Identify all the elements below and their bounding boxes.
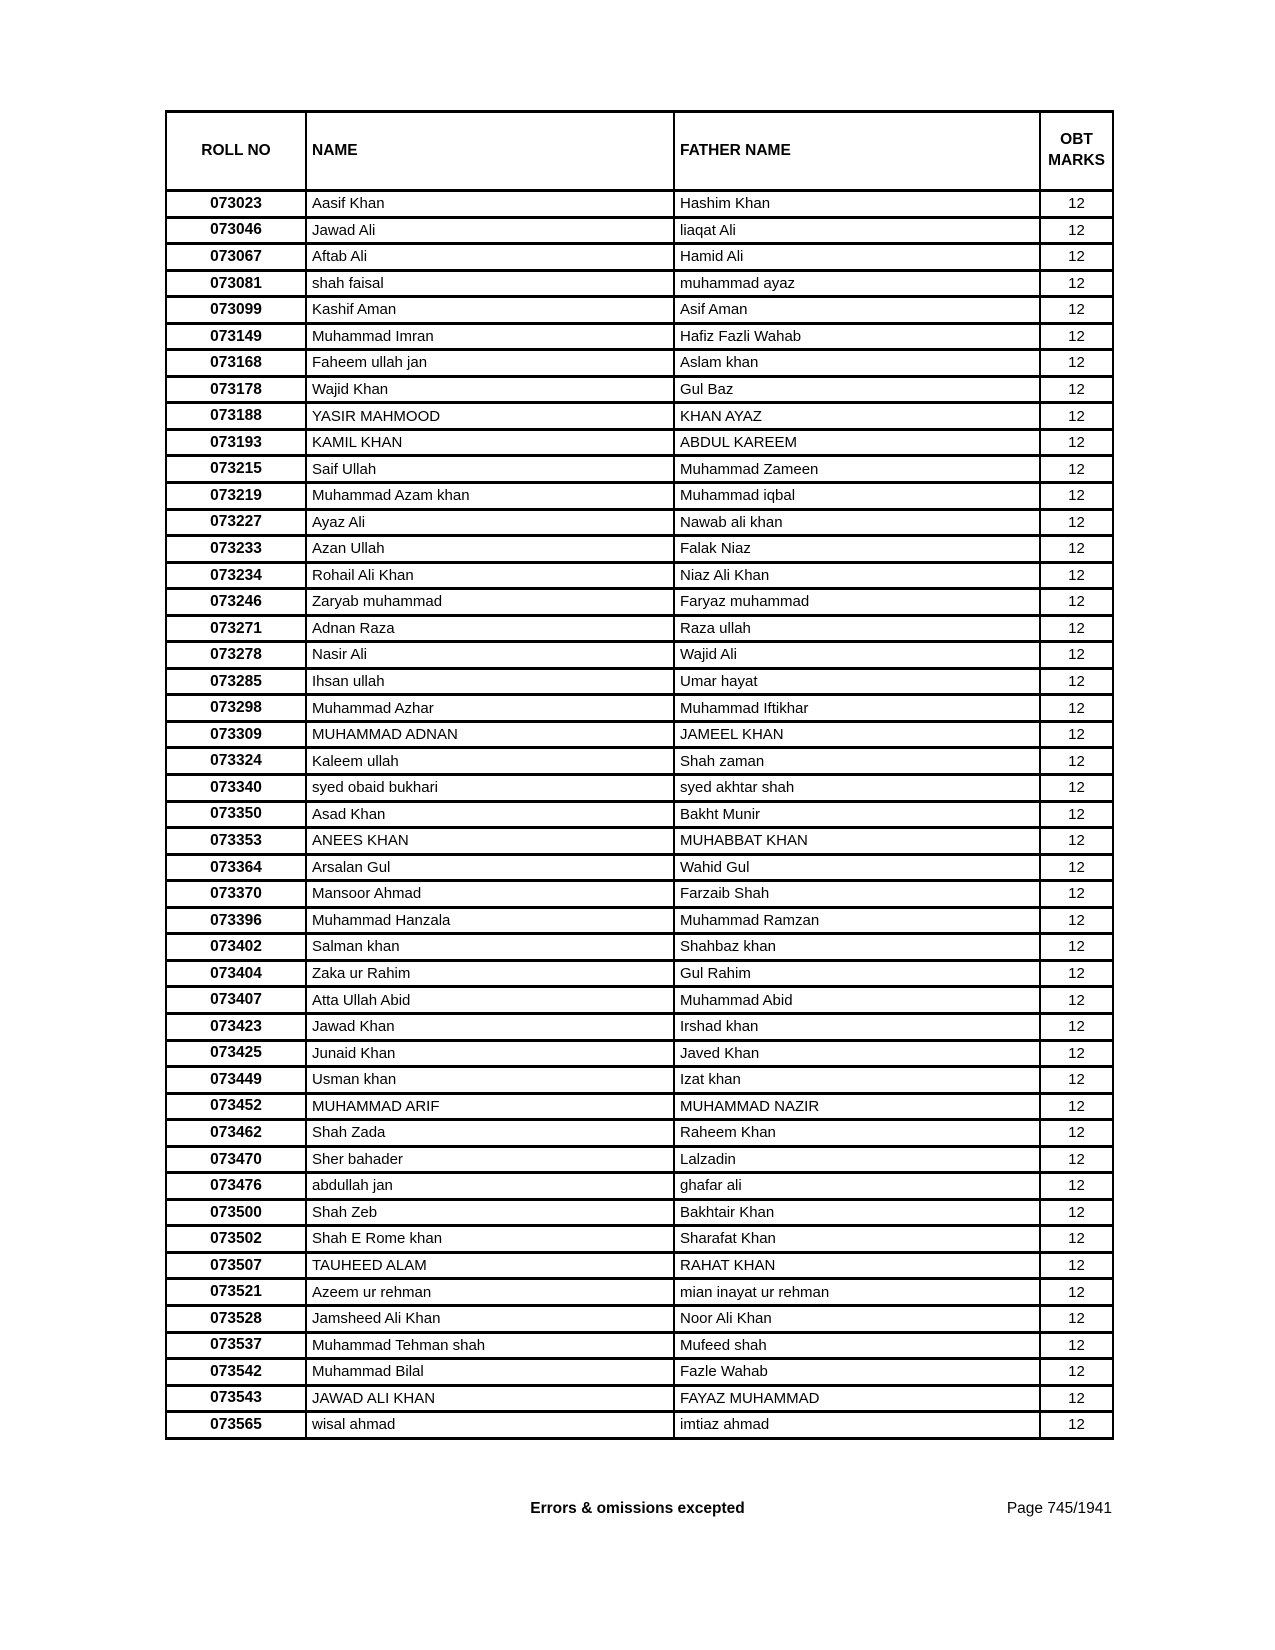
name-cell: JAWAD ALI KHAN [306,1385,674,1412]
father-name-cell: Farzaib Shah [674,881,1040,908]
table-row [166,376,1113,403]
father-name-cell: Niaz Ali Khan [674,562,1040,589]
obt-marks-cell: 12 [1040,1013,1113,1040]
col-header-name: NAME [306,112,674,191]
roll-no-cell: 073565 [166,1412,306,1439]
table-row [166,934,1113,961]
name-cell: shah faisal [306,270,674,297]
name-cell: Muhammad Hanzala [306,907,674,934]
father-name-cell: RAHAT KHAN [674,1252,1040,1279]
obt-marks-cell: 12 [1040,854,1113,881]
obt-marks-cell: 12 [1040,1332,1113,1359]
roll-no-cell: 073046 [166,217,306,244]
father-name-cell: imtiaz ahmad [674,1412,1040,1439]
father-name-cell: Gul Rahim [674,960,1040,987]
name-cell: Muhammad Tehman shah [306,1332,674,1359]
father-name-cell: Hafiz Fazli Wahab [674,323,1040,350]
roll-no-cell: 073285 [166,668,306,695]
name-cell: Junaid Khan [306,1040,674,1067]
table-row [166,721,1113,748]
col-header-roll-no: ROLL NO [166,112,306,191]
name-cell: Usman khan [306,1067,674,1094]
roll-no-cell: 073193 [166,429,306,456]
roll-no-cell: 073081 [166,270,306,297]
name-cell: Arsalan Gul [306,854,674,881]
obt-marks-cell: 12 [1040,907,1113,934]
roll-no-cell: 073271 [166,615,306,642]
table-row [166,270,1113,297]
table-row [166,1226,1113,1253]
table-row [166,217,1113,244]
obt-marks-cell: 12 [1040,403,1113,430]
roll-no-cell: 073500 [166,1199,306,1226]
roll-no-cell: 073476 [166,1173,306,1200]
obt-marks-cell: 12 [1040,1359,1113,1386]
obt-marks-cell: 12 [1040,217,1113,244]
name-cell: Kashif Aman [306,297,674,324]
name-cell: Adnan Raza [306,615,674,642]
father-name-cell: Muhammad Ramzan [674,907,1040,934]
table-header-row [166,112,1113,191]
name-cell: Jamsheed Ali Khan [306,1305,674,1332]
table-row [166,1359,1113,1386]
father-name-cell: Asif Aman [674,297,1040,324]
father-name-cell: Noor Ali Khan [674,1305,1040,1332]
table-row [166,1305,1113,1332]
roll-no-cell: 073452 [166,1093,306,1120]
name-cell: Azan Ullah [306,536,674,563]
father-name-cell: Irshad khan [674,1013,1040,1040]
father-name-cell: mian inayat ur rehman [674,1279,1040,1306]
table-row [166,244,1113,271]
obt-marks-cell: 12 [1040,270,1113,297]
roll-no-cell: 073543 [166,1385,306,1412]
father-name-cell: Hamid Ali [674,244,1040,271]
roll-no-cell: 073425 [166,1040,306,1067]
roll-no-cell: 073233 [166,536,306,563]
table-row [166,456,1113,483]
table-row [166,297,1113,324]
name-cell: Sher bahader [306,1146,674,1173]
results-table [165,110,1114,1440]
name-cell: Shah Zeb [306,1199,674,1226]
obt-marks-cell: 12 [1040,589,1113,616]
obt-marks-cell: 12 [1040,695,1113,722]
table-row [166,642,1113,669]
father-name-cell: MUHABBAT KHAN [674,828,1040,855]
father-name-cell: Fazle Wahab [674,1359,1040,1386]
table-row [166,1199,1113,1226]
table-row [166,1252,1113,1279]
table-row [166,403,1113,430]
name-cell: Aftab Ali [306,244,674,271]
obt-marks-cell: 12 [1040,615,1113,642]
roll-no-cell: 073309 [166,721,306,748]
father-name-cell: Gul Baz [674,376,1040,403]
name-cell: Wajid Khan [306,376,674,403]
name-cell: Jawad Ali [306,217,674,244]
table-row [166,562,1113,589]
roll-no-cell: 073402 [166,934,306,961]
father-name-cell: Falak Niaz [674,536,1040,563]
father-name-cell: Wajid Ali [674,642,1040,669]
obt-marks-cell: 12 [1040,960,1113,987]
name-cell: Kaleem ullah [306,748,674,775]
father-name-cell: Muhammad Abid [674,987,1040,1014]
table-row [166,1385,1113,1412]
table-row [166,350,1113,377]
name-cell: wisal ahmad [306,1412,674,1439]
name-cell: Nasir Ali [306,642,674,669]
father-name-cell: Shahbaz khan [674,934,1040,961]
page-number: Page 745/1941 [1006,1500,1112,1517]
father-name-cell: Raheem Khan [674,1120,1040,1147]
name-cell: Faheem ullah jan [306,350,674,377]
table-row [166,429,1113,456]
table-row [166,960,1113,987]
obt-marks-cell: 12 [1040,642,1113,669]
roll-no-cell: 073502 [166,1226,306,1253]
name-cell: Shah E Rome khan [306,1226,674,1253]
obt-marks-cell: 12 [1040,1067,1113,1094]
name-cell: ANEES KHAN [306,828,674,855]
name-cell: abdullah jan [306,1173,674,1200]
obt-marks-cell: 12 [1040,1093,1113,1120]
name-cell: Ihsan ullah [306,668,674,695]
roll-no-cell: 073188 [166,403,306,430]
roll-no-cell: 073423 [166,1013,306,1040]
roll-no-cell: 073537 [166,1332,306,1359]
table-body [166,191,1113,1439]
name-cell: Jawad Khan [306,1013,674,1040]
name-cell: Muhammad Azhar [306,695,674,722]
father-name-cell: Raza ullah [674,615,1040,642]
roll-no-cell: 073023 [166,191,306,218]
name-cell: Asad Khan [306,801,674,828]
father-name-cell: Sharafat Khan [674,1226,1040,1253]
name-cell: MUHAMMAD ADNAN [306,721,674,748]
footer-note: Errors & omissions excepted [530,1500,745,1517]
col-header-father-name: FATHER NAME [674,112,1040,191]
obt-marks-cell: 12 [1040,297,1113,324]
father-name-cell: ABDUL KAREEM [674,429,1040,456]
col-header-obt-marks: OBT MARKS [1040,112,1113,191]
father-name-cell: Umar hayat [674,668,1040,695]
father-name-cell: ghafar ali [674,1173,1040,1200]
obt-marks-cell: 12 [1040,668,1113,695]
roll-no-cell: 073067 [166,244,306,271]
obt-marks-cell: 12 [1040,987,1113,1014]
name-cell: Muhammad Imran [306,323,674,350]
obt-marks-cell: 12 [1040,1305,1113,1332]
obt-marks-cell: 12 [1040,1040,1113,1067]
table-row [166,1120,1113,1147]
table-row [166,881,1113,908]
name-cell: TAUHEED ALAM [306,1252,674,1279]
roll-no-cell: 073404 [166,960,306,987]
obt-marks-cell: 12 [1040,1146,1113,1173]
roll-no-cell: 073234 [166,562,306,589]
obt-marks-cell: 12 [1040,509,1113,536]
name-cell: Ayaz Ali [306,509,674,536]
obt-marks-cell: 12 [1040,429,1113,456]
table-row [166,775,1113,802]
father-name-cell: Faryaz muhammad [674,589,1040,616]
table-row [166,828,1113,855]
father-name-cell: syed akhtar shah [674,775,1040,802]
table-row [166,1093,1113,1120]
father-name-cell: Izat khan [674,1067,1040,1094]
obt-marks-cell: 12 [1040,1412,1113,1439]
father-name-cell: JAMEEL KHAN [674,721,1040,748]
obt-marks-cell: 12 [1040,1279,1113,1306]
table-row [166,1173,1113,1200]
obt-marks-cell: 12 [1040,748,1113,775]
roll-no-cell: 073521 [166,1279,306,1306]
roll-no-cell: 073542 [166,1359,306,1386]
obt-marks-cell: 12 [1040,1120,1113,1147]
obt-marks-cell: 12 [1040,1173,1113,1200]
father-name-cell: Shah zaman [674,748,1040,775]
obt-marks-cell: 12 [1040,536,1113,563]
table-row [166,1279,1113,1306]
roll-no-cell: 073278 [166,642,306,669]
roll-no-cell: 073364 [166,854,306,881]
table-row [166,191,1113,218]
name-cell: MUHAMMAD ARIF [306,1093,674,1120]
roll-no-cell: 073178 [166,376,306,403]
name-cell: Zaryab muhammad [306,589,674,616]
obt-marks-cell: 12 [1040,1252,1113,1279]
roll-no-cell: 073462 [166,1120,306,1147]
obt-marks-cell: 12 [1040,456,1113,483]
roll-no-cell: 073353 [166,828,306,855]
obt-marks-cell: 12 [1040,350,1113,377]
father-name-cell: MUHAMMAD NAZIR [674,1093,1040,1120]
roll-no-cell: 073528 [166,1305,306,1332]
roll-no-cell: 073149 [166,323,306,350]
roll-no-cell: 073449 [166,1067,306,1094]
roll-no-cell: 073324 [166,748,306,775]
father-name-cell: Aslam khan [674,350,1040,377]
obt-marks-cell: 12 [1040,376,1113,403]
father-name-cell: Hashim Khan [674,191,1040,218]
obt-marks-cell: 12 [1040,1199,1113,1226]
obt-marks-cell: 12 [1040,828,1113,855]
obt-marks-cell: 12 [1040,775,1113,802]
name-cell: Salman khan [306,934,674,961]
roll-no-cell: 073099 [166,297,306,324]
table-row [166,1013,1113,1040]
name-cell: Muhammad Bilal [306,1359,674,1386]
father-name-cell: FAYAZ MUHAMMAD [674,1385,1040,1412]
roll-no-cell: 073219 [166,483,306,510]
name-cell: Muhammad Azam khan [306,483,674,510]
roll-no-cell: 073227 [166,509,306,536]
table-row [166,483,1113,510]
roll-no-cell: 073407 [166,987,306,1014]
father-name-cell: Muhammad Zameen [674,456,1040,483]
obt-marks-cell: 12 [1040,934,1113,961]
table-row [166,1040,1113,1067]
father-name-cell: muhammad ayaz [674,270,1040,297]
obt-marks-cell: 12 [1040,1385,1113,1412]
father-name-cell: Bakhtair Khan [674,1199,1040,1226]
name-cell: Shah Zada [306,1120,674,1147]
roll-no-cell: 073350 [166,801,306,828]
table-row [166,589,1113,616]
name-cell: Mansoor Ahmad [306,881,674,908]
roll-no-cell: 073298 [166,695,306,722]
table-row [166,536,1113,563]
table-row [166,987,1113,1014]
father-name-cell: Mufeed shah [674,1332,1040,1359]
obt-marks-cell: 12 [1040,801,1113,828]
roll-no-cell: 073340 [166,775,306,802]
obt-marks-cell: 12 [1040,191,1113,218]
roll-no-cell: 073215 [166,456,306,483]
table-row [166,323,1113,350]
table-row [166,509,1113,536]
name-cell: Saif Ullah [306,456,674,483]
roll-no-cell: 073470 [166,1146,306,1173]
table-row [166,1412,1113,1439]
obt-marks-cell: 12 [1040,721,1113,748]
father-name-cell: Nawab ali khan [674,509,1040,536]
father-name-cell: Lalzadin [674,1146,1040,1173]
table-row [166,854,1113,881]
name-cell: Azeem ur rehman [306,1279,674,1306]
roll-no-cell: 073507 [166,1252,306,1279]
obt-marks-cell: 12 [1040,323,1113,350]
father-name-cell: Bakht Munir [674,801,1040,828]
roll-no-cell: 073370 [166,881,306,908]
obt-marks-cell: 12 [1040,562,1113,589]
table-row [166,1146,1113,1173]
table-row [166,1332,1113,1359]
name-cell: syed obaid bukhari [306,775,674,802]
table-row [166,907,1113,934]
father-name-cell: Muhammad iqbal [674,483,1040,510]
table-row [166,668,1113,695]
obt-marks-cell: 12 [1040,483,1113,510]
father-name-cell: Wahid Gul [674,854,1040,881]
roll-no-cell: 073168 [166,350,306,377]
table-row [166,615,1113,642]
name-cell: YASIR MAHMOOD [306,403,674,430]
table-row [166,695,1113,722]
roll-no-cell: 073246 [166,589,306,616]
name-cell: Zaka ur Rahim [306,960,674,987]
name-cell: Rohail Ali Khan [306,562,674,589]
name-cell: Aasif Khan [306,191,674,218]
roll-no-cell: 073396 [166,907,306,934]
name-cell: KAMIL KHAN [306,429,674,456]
obt-marks-cell: 12 [1040,244,1113,271]
father-name-cell: Javed Khan [674,1040,1040,1067]
father-name-cell: Muhammad Iftikhar [674,695,1040,722]
father-name-cell: liaqat Ali [674,217,1040,244]
name-cell: Atta Ullah Abid [306,987,674,1014]
father-name-cell: KHAN AYAZ [674,403,1040,430]
table-row [166,801,1113,828]
table-row [166,748,1113,775]
table-row [166,1067,1113,1094]
obt-marks-cell: 12 [1040,881,1113,908]
obt-marks-cell: 12 [1040,1226,1113,1253]
